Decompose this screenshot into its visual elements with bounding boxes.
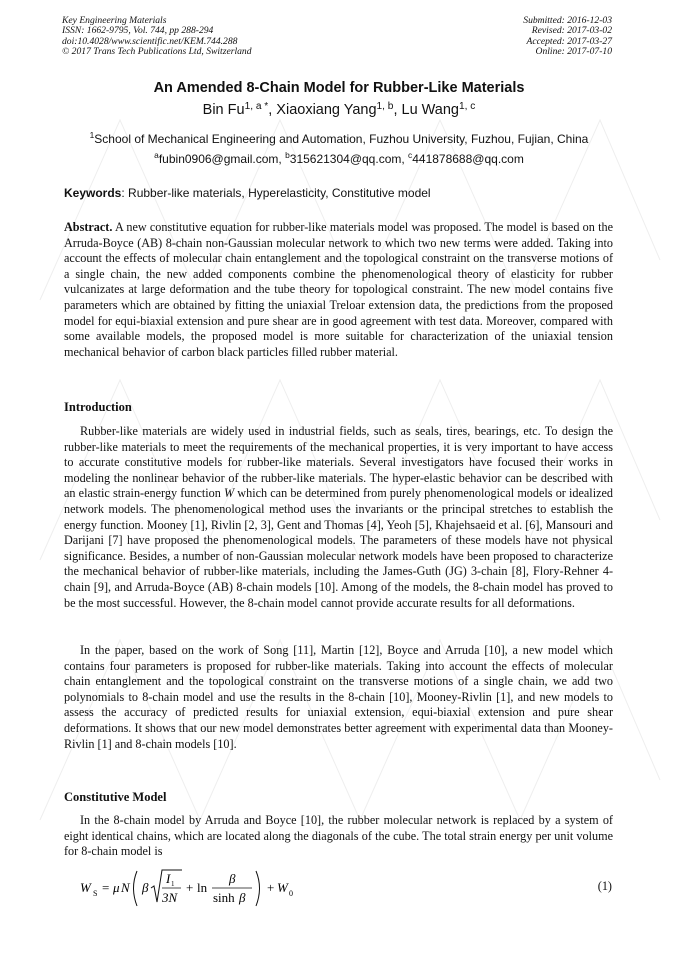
introduction-paragraph-1 xyxy=(64,424,613,611)
eq-equals: = xyxy=(102,880,110,895)
eq-i-sub: 1 xyxy=(171,880,175,888)
eq-beta-den: β xyxy=(239,890,246,905)
publication-dates xyxy=(523,16,612,58)
issn-line: ISSN: 1662-9795, Vol. 744, pp 288-294 xyxy=(62,25,214,37)
eq-beta-num: β xyxy=(229,871,236,886)
affiliation xyxy=(0,132,678,146)
eq-n: N xyxy=(121,880,130,895)
intro-text: which can be determined from purely phenomenological models or idealized network models. The phenomenological method uses the invariants or the principal stretches to establish the energy function. Mooney [1], Rivlin [2, 3], Gent and Thomas [4], Yeoh [5], Khajehsaeid et al. [6], Mansouri and Darijani [7] have proposed the phenomenological models. The parameters of these models have not physical significance. Besides, a number of non-Gaussian molecular network models have been proposed to characterize the mechanical behavior of rubber-like materials, including the James-Guth (JG) 3-chain [8], Flory-Rehner 4-chain [9], and Arruda-Boyce (AB) 8-chain models [10]. Among of the models, the 8-chain model has proved to be the most successful. However, the 8-chain model cannot provide accurate results for all deformations. xyxy=(64,486,613,610)
journal-name: Key Engineering Materials xyxy=(62,15,167,26)
eq-mu: μ xyxy=(113,880,120,895)
online-date: Online: 2017-07-10 xyxy=(535,46,612,58)
eq-ln: ln xyxy=(197,880,208,895)
author-affil-marker: 1, b xyxy=(376,101,394,112)
abstract xyxy=(64,220,613,360)
author-emails xyxy=(0,152,678,166)
accepted-date: Accepted: 2017-03-27 xyxy=(526,35,612,47)
email-marker: b xyxy=(285,150,290,160)
abstract-label: Abstract. xyxy=(64,220,113,234)
author-name: Lu Wang xyxy=(401,102,459,118)
author-affil-marker: 1, a * xyxy=(244,101,269,112)
keywords xyxy=(64,186,614,200)
eq-left-paren xyxy=(134,871,138,906)
introduction-heading: Introduction xyxy=(64,400,132,414)
eq-sinh: sinh xyxy=(213,890,235,905)
email-marker: c xyxy=(408,150,413,160)
constitutive-model-paragraph: In the 8-chain model by Arruda and Boyce [10], the rubber molecular network is replaced by a system of eight identical chains, which are located along the diagonals of the cube. The total strain energy per unit volume for 8-chain model is xyxy=(64,813,613,859)
eq-i: I xyxy=(166,871,171,886)
paper-title: An Amended 8-Chain Model for Rubber-Like Materials xyxy=(153,80,525,96)
keywords-text: : Rubber-like materials, Hyperelasticity, Constitutive model xyxy=(121,186,431,200)
eq-plus: + xyxy=(186,880,194,895)
email-address[interactable]: fubin0906@gmail.com, xyxy=(158,152,286,166)
author-name: Bin Fu xyxy=(202,102,245,118)
copyright-line: © 2017 Trans Tech Publications Ltd, Switzerland xyxy=(62,46,252,58)
eq-3n: 3N xyxy=(162,890,178,905)
author-list xyxy=(0,102,678,118)
abstract-text: A new constitutive equation for rubber-like materials model was proposed. The model is based on the Arruda-Boyce (AB) 8-chain non-Gaussian molecular network to which two new terms were added. Taking into account the effects of molecular chain entanglement and the topological constraint on the transverse motions of a single chain, the new added components combine the phenomenological theory of elasticity for rubber vulcanizates at large deformation and the tube theory for topological constraint. The new model contains five parameters which are obtained by fitting the uniaxial Treloar extension data, the predictions from the proposed model for equi-biaxial extension and pure shear are in good agreement with test data. Moreover, compared with some available models, the proposed model is more suitable for characterization of the uniaxial tension mechanical behavior of carbon black particles filled rubber material. xyxy=(64,220,613,359)
eq-right-paren xyxy=(256,871,260,906)
doi-line: doi:10.4028/www.scientific.net/KEM.744.288 xyxy=(62,35,238,47)
introduction-paragraph-2: In the paper, based on the work of Song [11], Martin [12], Boyce and Arruda [10], a new model which contains four parameters is proposed for rubber-like materials. Taking into account the effects of molecular chain entanglement and the topological constraint on the transverse motions of a single chain, we add two polynomials to 8-chain model and use the results in the 8-chain [10], Mooney-Rivlin [1], and new models to assess the accuracy of predicted results for uniaxial extension, equi-biaxial extension and pure shear deformations. It shows that our new model demonstrates better agreement with experimental data than Mooney-Rivlin [1] and 8-chain models [10]. xyxy=(64,643,613,751)
eq-w0-sub: 0 xyxy=(289,889,293,898)
email-address[interactable]: 315621304@qq.com, xyxy=(289,152,409,166)
affiliation-text: School of Mechanical Engineering and Automation, Fuzhou University, Fuzhou, Fujian, China xyxy=(94,132,589,146)
author-separator: , xyxy=(393,102,402,118)
eq-beta: β xyxy=(142,880,149,895)
author-separator: , xyxy=(268,102,277,118)
constitutive-model-heading: Constitutive Model xyxy=(64,790,167,804)
submitted-date: Submitted: 2016-12-03 xyxy=(523,15,612,26)
equation-1 xyxy=(80,866,614,910)
eq-plus: + xyxy=(267,880,275,895)
intro-text: Rubber-like materials are widely used in industrial fields, such as seals, tires, bearings, etc. To design the rubber-like materials to meet the requirements of the mechanical properties, it is very important to have access to accurate constitutive models for rubber-like materials. Several investigators have focused their works in modeling the nonlinear behavior of the rubber-like materials. The hyper-elastic behavior can be described with an elastic strain-energy function xyxy=(64,424,613,501)
email-address[interactable]: 441878688@qq.com xyxy=(412,152,524,166)
author-name: Xiaoxiang Yang xyxy=(276,102,377,118)
equation-number: (1) xyxy=(597,879,612,893)
journal-info xyxy=(62,16,252,58)
author-affil-marker: 1, c xyxy=(459,101,476,112)
keywords-label: Keywords xyxy=(64,186,122,200)
strain-energy-symbol: W xyxy=(223,486,235,501)
revised-date: Revised: 2017-03-02 xyxy=(531,25,612,37)
eq-lhs-sub: S xyxy=(93,889,98,898)
email-marker: a xyxy=(154,150,159,160)
eq-lhs-w: W xyxy=(80,880,91,895)
eq-w0: W xyxy=(277,880,288,895)
affiliation-marker: 1 xyxy=(89,130,95,140)
